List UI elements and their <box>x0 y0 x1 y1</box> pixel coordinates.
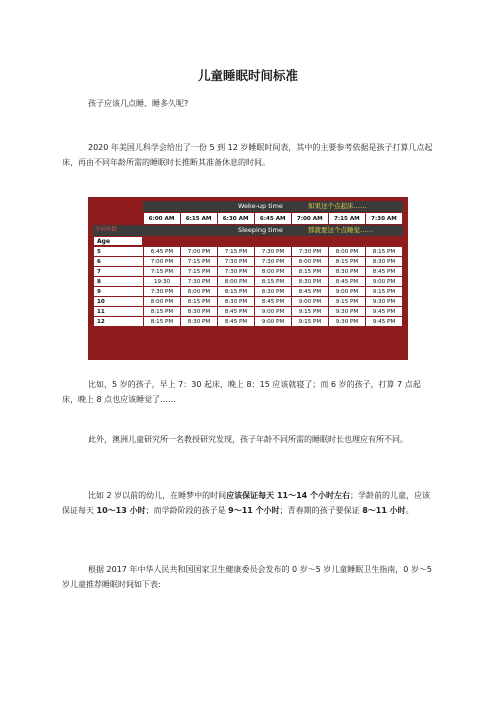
wake-time-cell: 7:30 AM <box>365 213 402 225</box>
table-row <box>94 317 403 327</box>
sleep-time-cell: 19:30 <box>144 277 181 287</box>
sleep-time-cell: 6:45 PM <box>144 247 181 257</box>
sleep-time-cell: 7:00 PM <box>181 247 218 257</box>
sleep-time-cell: 9:00 PM <box>366 277 403 287</box>
sleep-time-cell: 9:15 PM <box>292 317 329 327</box>
paragraph-research: 此外，澳洲儿童研究所一名教授研究发现，孩子年龄不同所需的睡眠时长也理应有所不同。 <box>88 435 408 444</box>
sleep-time-cell: 8:15 PM <box>218 287 255 297</box>
sleep-time-cell: 9:00 PM <box>255 317 292 327</box>
sleep-time-cell: 8:15 PM <box>329 257 366 267</box>
sleep-time-cell: 8:30 PM <box>292 277 329 287</box>
sleep-time-cell: 8:15 PM <box>144 307 181 317</box>
sleep-time-cell: 8:30 PM <box>366 257 403 267</box>
sleep-time-cell: 9:30 PM <box>329 307 366 317</box>
paragraph-intro: 2020 年美国儿科学会给出了一份 5 到 12 岁睡眠时间表，其中的主要参考依据是孩子打算几点起床，再由不同年龄所需的睡眠时长推断其准备休息的时间。 <box>62 143 433 167</box>
table-row <box>94 267 403 277</box>
sleep-time-cell: 8:30 PM <box>181 307 218 317</box>
bold-segment: 8～11 小时 <box>362 506 406 515</box>
age-cell: 5 <box>94 247 144 257</box>
sleep-time-cell: 9:45 PM <box>366 317 403 327</box>
sleep-time-cell: 8:15 PM <box>144 317 181 327</box>
sleeping-label: Sleeping time <box>238 226 283 234</box>
bold-segment: 应该保证每天 11～14 个小时左右 <box>226 491 351 500</box>
sleep-time-cell: 8:00 PM <box>292 257 329 267</box>
paragraph-guideline: 根据 2017 年中华人民共和国国家卫生健康委员会发布的 0 岁～5 岁儿童睡眠卫生指南，0 岁～5 岁儿童推荐睡眠时间如下表: <box>62 565 432 589</box>
sleep-time-cell: 7:00 PM <box>144 257 181 267</box>
sleep-time-cell: 7:30 PM <box>144 287 181 297</box>
table-row <box>94 287 403 297</box>
sleep-time-cell: 9:00 PM <box>292 297 329 307</box>
wake-time-cell: 7:15 AM <box>328 213 365 225</box>
side-label: 不同年龄 <box>95 227 118 233</box>
wake-time-cell: 6:15 AM <box>180 213 217 225</box>
sleeping-bar <box>93 225 403 236</box>
sleep-time-cell: 9:45 PM <box>366 307 403 317</box>
age-cell: 7 <box>94 267 144 277</box>
sleep-time-cell: 8:15 PM <box>181 297 218 307</box>
wake-time-table <box>93 212 403 225</box>
wake-time-cell: 6:00 AM <box>143 213 180 225</box>
text-segment: 比如 2 岁以前的幼儿，在睡梦中的时间 <box>88 491 227 500</box>
sleep-time-cell: 7:15 PM <box>181 267 218 277</box>
text-segment: ；青春期的孩子要保证 <box>279 506 363 515</box>
age-cell: 9 <box>94 287 144 297</box>
age-cell: 8 <box>94 277 144 287</box>
sleep-time-cell: 8:45 PM <box>366 267 403 277</box>
table-row <box>94 277 403 287</box>
sleep-time-cell: 9:30 PM <box>329 317 366 327</box>
sleep-schedule-image <box>88 197 408 360</box>
sleep-time-cell: 8:30 PM <box>181 317 218 327</box>
wake-time-cell: 7:00 AM <box>291 213 328 225</box>
sleep-time-cell: 9:00 PM <box>329 287 366 297</box>
text-segment: ；学龄前的儿童，应该保证每天 <box>62 491 431 515</box>
age-header: Age <box>93 236 143 246</box>
sleep-time-body <box>94 247 403 327</box>
sleep-time-cell: 8:30 PM <box>218 297 255 307</box>
sleep-time-cell: 8:00 PM <box>255 267 292 277</box>
blank-cell <box>93 213 143 225</box>
wake-time-row <box>93 213 403 225</box>
sleep-time-cell: 7:30 PM <box>181 277 218 287</box>
age-cell: 12 <box>94 317 144 327</box>
sleep-time-cell: 7:30 PM <box>218 267 255 277</box>
sleeping-label-cn: 那就要这个点睡觉…… <box>308 226 373 234</box>
sleep-time-cell: 7:15 PM <box>218 247 255 257</box>
sleep-time-cell: 8:00 PM <box>181 287 218 297</box>
table-row <box>94 247 403 257</box>
sleep-time-cell: 8:00 PM <box>218 277 255 287</box>
sleep-time-cell: 8:45 PM <box>218 307 255 317</box>
sleep-time-cell: 8:30 PM <box>255 287 292 297</box>
wake-up-label: Weke-up time <box>238 202 283 210</box>
sleep-time-cell: 7:30 PM <box>255 257 292 267</box>
sleep-time-cell: 8:30 PM <box>329 267 366 277</box>
sleep-time-cell: 8:45 PM <box>255 297 292 307</box>
sleep-time-cell: 8:45 PM <box>292 287 329 297</box>
wake-time-cell: 6:45 AM <box>254 213 291 225</box>
sleep-time-cell: 7:30 PM <box>255 247 292 257</box>
sleep-time-cell: 7:30 PM <box>218 257 255 267</box>
wake-up-label-cn: 如果这个点起床…… <box>308 202 367 210</box>
sleep-time-cell: 9:15 PM <box>366 287 403 297</box>
table-row <box>94 297 403 307</box>
sleep-time-cell: 8:15 PM <box>292 267 329 277</box>
wake-time-cell: 6:30 AM <box>217 213 254 225</box>
bold-segment: 9～11 个小时 <box>228 506 280 515</box>
sleep-time-cell: 8:15 PM <box>255 277 292 287</box>
age-cell: 10 <box>94 297 144 307</box>
age-cell: 11 <box>94 307 144 317</box>
sleep-time-cell: 8:00 PM <box>329 247 366 257</box>
sleep-time-cell: 8:00 PM <box>144 297 181 307</box>
sleep-time-cell: 8:45 PM <box>218 317 255 327</box>
paragraph-example: 比如，5 岁的孩子，早上 7：30 起床，晚上 8：15 应该就寝了；而 6 岁的孩子，打算 7 点起床，晚上 8 点也应该睡觉了…… <box>62 380 421 404</box>
text-segment: 。 <box>405 506 414 515</box>
paragraph-age-hours <box>62 488 436 518</box>
age-cell: 6 <box>94 257 144 267</box>
text-segment: ；而学龄阶段的孩子是 <box>145 506 229 515</box>
sleep-time-cell: 7:15 PM <box>181 257 218 267</box>
sleep-time-cell: 7:30 PM <box>292 247 329 257</box>
wake-up-bar <box>143 201 403 212</box>
sleep-time-cell: 9:30 PM <box>366 297 403 307</box>
sleep-time-cell: 8:45 PM <box>329 277 366 287</box>
sleep-time-cell: 9:00 PM <box>255 307 292 317</box>
table-row <box>94 307 403 317</box>
sleep-time-cell: 9:15 PM <box>329 297 366 307</box>
bold-segment: 10～13 小时 <box>96 506 146 515</box>
sleep-time-cell: 8:15 PM <box>366 247 403 257</box>
sleep-time-cell: 7:15 PM <box>144 267 181 277</box>
table-row <box>94 257 403 267</box>
paragraph-question: 孩子应该几点睡、睡多久呢? <box>88 99 189 108</box>
sleep-time-cell: 9:15 PM <box>292 307 329 317</box>
page-title: 儿童睡眠时间标准 <box>197 68 298 83</box>
sleep-time-table <box>93 246 403 327</box>
